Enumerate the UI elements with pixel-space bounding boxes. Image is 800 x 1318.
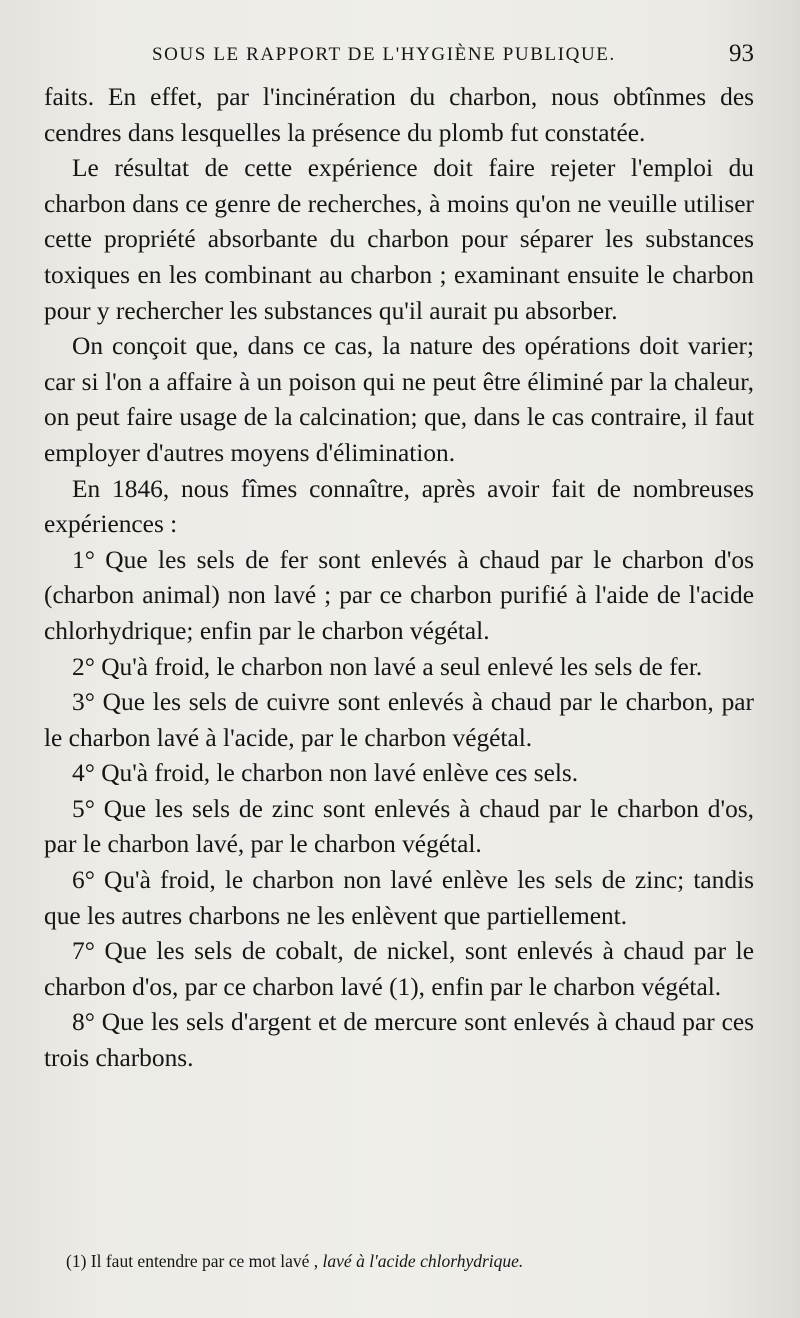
list-item: 3° Que les sels de cuivre sont enlevés à chaud par le charbon, par le charbon lavé à l'acide, par le charbon végétal. <box>44 688 754 752</box>
footnote-marker: (1) <box>66 1251 87 1271</box>
page-header <box>48 40 754 76</box>
paragraph: On conçoit que, dans ce cas, la nature des opérations doit varier; car si l'on a affaire à un poison qui ne peut être éliminé par la chaleur, on peut faire usage de la calcination; que, dans le cas contraire, il faut employer d'autres moyens d'élimination. <box>44 332 754 467</box>
running-head: SOUS LE RAPPORT DE L'HYGIÈNE PUBLIQUE. <box>152 44 616 65</box>
list-item: 8° Que les sels d'argent et de mercure sont enlevés à chaud par ces trois charbons. <box>44 1008 754 1073</box>
paragraph: En 1846, nous fîmes connaître, après avoir fait de nombreuses expériences : <box>44 474 754 539</box>
page-body <box>44 80 754 1077</box>
page-number: 93 <box>729 40 754 67</box>
list-item: 7° Que les sels de cobalt, de nickel, sont enlevés à chaud par le charbon d'os, par ce charbon lavé (1), enfin par le charbon végétal. <box>44 937 754 1001</box>
list-item: 4° Qu'à froid, le charbon non lavé enlève ces sels. <box>72 759 579 788</box>
paragraph: Le résultat de cette expérience doit faire rejeter l'emploi du charbon dans ce genre de recherches, à moins qu'on ne veuille utiliser cette propriété absorbante du charbon pour séparer les substances toxiques en les combinant au charbon ; examinant ensuite le charbon pour y rechercher les substances qu'il aurait pu absorber. <box>44 154 754 325</box>
list-item: 6° Qu'à froid, le charbon non lavé enlève les sels de zinc; tandis que les autres charbons ne les enlèvent que partiellement. <box>44 866 754 930</box>
paragraph: faits. En effet, par l'incinération du charbon, nous obtînmes des cendres dans lesquelles la présence du plomb fut constatée. <box>44 83 754 147</box>
list-item: 1° Que les sels de fer sont enlevés à chaud par le charbon d'os (charbon animal) non lavé ; par ce charbon purifié à l'aide de l'acide chlorhydrique; enfin par le charbon végétal. <box>44 545 754 645</box>
list-item: 2° Qu'à froid, le charbon non lavé a seul enlevé les sels de fer. <box>72 652 703 681</box>
list-item: 5° Que les sels de zinc sont enlevés à chaud par le charbon d'os, par le charbon lavé, par le charbon végétal. <box>44 794 754 859</box>
footnote <box>66 1250 754 1272</box>
footnote-italic: lavé à l'acide chlorhydrique. <box>322 1251 524 1271</box>
footnote-text: Il faut entendre par ce mot lavé , <box>90 1251 319 1271</box>
